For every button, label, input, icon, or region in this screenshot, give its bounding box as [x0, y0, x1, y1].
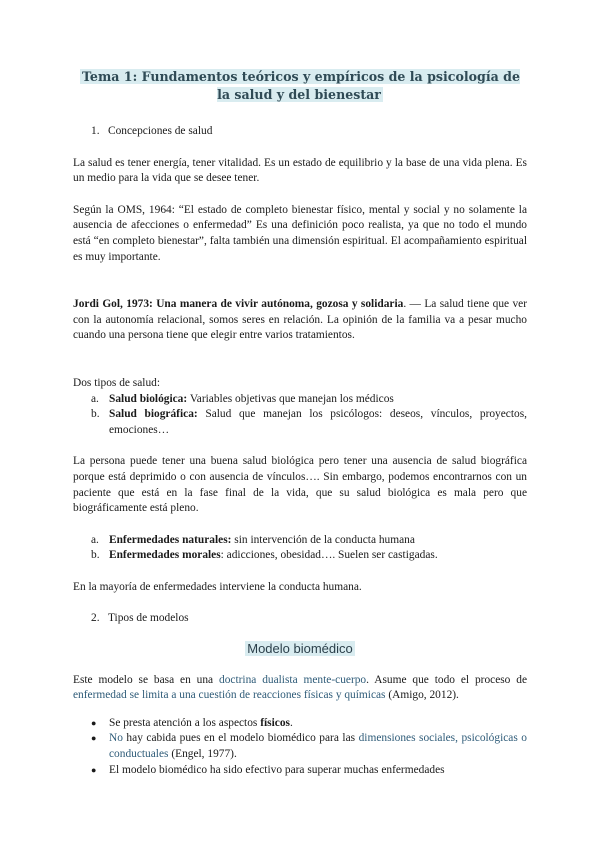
bullet-text: [109, 731, 527, 762]
list-bold: Salud biológica:: [109, 392, 188, 405]
list-rest: : adicciones, obesidad…. Suelen ser castigadas.: [220, 549, 438, 562]
bullet-text: El modelo biomédico ha sido efectivo para superar muchas enfermedades: [109, 763, 445, 776]
section-label: Tipos de modelos: [108, 612, 189, 625]
title-highlight: Tema 1: Fundamentos teóricos y empíricos de la psicología de la salud y del bienestar: [82, 69, 520, 102]
link-no[interactable]: No: [109, 732, 123, 745]
list-marker: a.: [91, 533, 99, 546]
bullet-icon: ●: [91, 717, 97, 728]
section-label: Concepciones de salud: [108, 125, 213, 137]
link-dimensiones[interactable]: dimensiones sociales, psicológicas o conductuales: [109, 732, 527, 761]
paragraph-modelo: [73, 673, 527, 704]
bold-text: físicos: [260, 716, 290, 729]
bullet-item: [91, 716, 527, 732]
paragraph-oms: Según la OMS, 1964: “El estado de completo bienestar físico, mental y social y no solamente la ausencia de afecciones o enfermedad” Es una definición poco realista, ya que no todo el mundo está “en completo bienestar”, falta también una dimensión espiritual. El acompañamiento espiritual es muy importante.: [73, 203, 527, 263]
list-item: [91, 407, 527, 438]
list-text: [109, 548, 527, 564]
text: Se presta atención a los aspectos: [109, 716, 261, 729]
text: .: [289, 716, 293, 729]
list-bold: Salud biográfica:: [109, 408, 198, 421]
paragraph-persona: La persona puede tener una buena salud biológica pero tener una ausencia de salud biográfica porque está deprimido o con ausencia de vínculos…. Sin embargo, podemos encontrarnos con un paciente que está en la fase final de la vida, que su salud biológica es mala pero que biográficamente está pleno.: [73, 455, 527, 515]
list-item: [91, 548, 527, 564]
subheading-container: [73, 641, 527, 659]
paragraph-jordi-gol: [73, 297, 527, 344]
document-title: [73, 68, 527, 104]
jordi-gol-bold: Jordi Gol, 1973: Una manera de vivir autónoma, gozosa y solidaria: [73, 298, 404, 311]
text: . Asume que todo el proceso de: [366, 673, 528, 686]
bullet-item: [91, 763, 527, 779]
paragraph-mayoria: En la mayoría de enfermedades interviene la conducta humana.: [73, 580, 362, 593]
list-text: [109, 533, 527, 549]
list-text: [109, 407, 527, 438]
list-item: [91, 533, 527, 549]
list-bold: Enfermedades naturales:: [109, 533, 232, 546]
bullet-icon: ●: [91, 764, 97, 775]
jordi-gol-text: . — La salud tiene que ver con la autonomía relacional, somos seres en relación. La opinión de la familia va a pesar mucho cuando una persona tiene que elegir entre varios tratamientos.: [73, 298, 527, 342]
list-item: [91, 392, 527, 408]
link-enfermedad[interactable]: enfermedad se limita a una cuestión de reacciones físicas y químicas: [73, 689, 386, 702]
list-rest: sin intervención de la conducta humana: [231, 533, 415, 546]
paragraph-salud: La salud es tener energía, tener vitalidad. Es un estado de equilibrio y la base de una vida plena. Es un medio para la vida que se desee tener.: [73, 156, 527, 185]
list-marker: b.: [91, 408, 100, 421]
text: (Amigo, 2012).: [385, 689, 459, 702]
text: Este modelo se basa en una: [73, 673, 219, 686]
link-doctrina[interactable]: doctrina dualista mente-cuerpo: [219, 673, 367, 686]
bullet-text: [109, 716, 527, 732]
list-rest: Variables objetivas que manejan los médicos: [187, 392, 394, 405]
section-number: 1.: [91, 125, 100, 137]
list-rest: Salud que manejan los psicólogos: deseos, vínculos, proyectos, emociones…: [109, 408, 528, 436]
text: hay cabida pues en el modelo biomédico para las: [122, 732, 359, 745]
bullet-icon: ●: [91, 733, 97, 744]
section-heading-1: [91, 124, 527, 140]
document-page: [73, 68, 527, 778]
list-bold: Enfermedades morales: [109, 549, 221, 562]
section-number: 2.: [91, 612, 100, 625]
text: (Engel, 1977).: [168, 748, 237, 761]
paragraph-tipos: Dos tipos de salud:: [73, 376, 161, 389]
bullet-item: [91, 731, 527, 762]
list-marker: a.: [91, 392, 99, 405]
section-heading-2: [91, 611, 527, 627]
subheading-modelo-biomedico: Modelo biomédico: [247, 641, 353, 657]
list-text: [109, 392, 527, 408]
list-marker: b.: [91, 549, 100, 562]
